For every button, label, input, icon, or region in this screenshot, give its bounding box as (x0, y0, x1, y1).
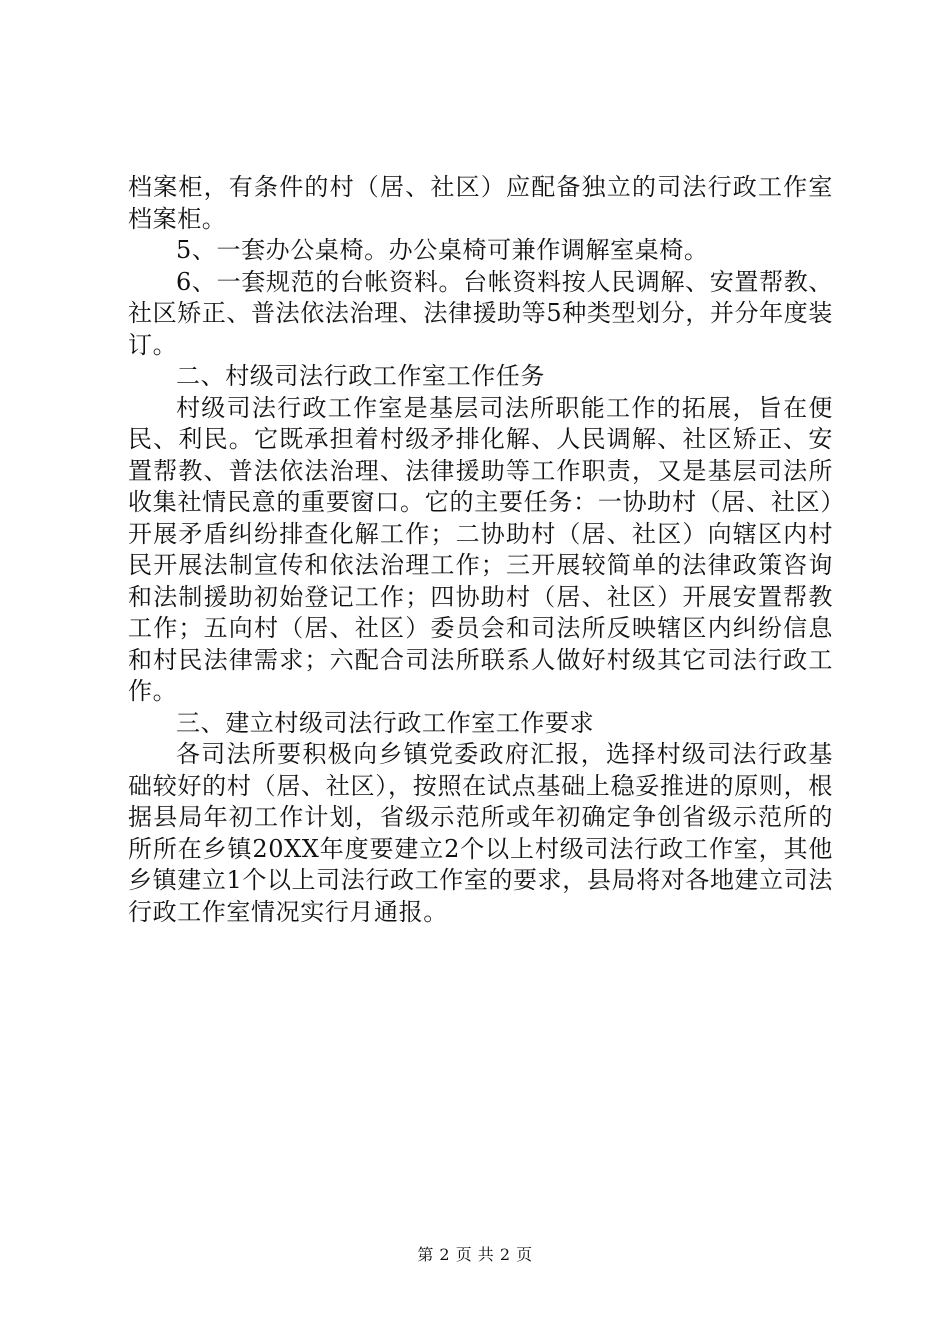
document-body (128, 172, 833, 928)
section-heading-2: 二、村级司法行政工作室工作任务 (176, 362, 545, 390)
section-heading-3: 三、建立村级司法行政工作室工作要求 (176, 708, 595, 737)
paragraph-item-6: 6、一套规范的台帐资料。台帐资料按人民调解、安置帮教、社区矫正、普法依法治理、法律援助等5种类型划分，并分年度装订。 (128, 267, 833, 359)
paragraph-item-5: 5、一套办公桌椅。办公桌椅可兼作调解室桌椅。 (176, 236, 709, 264)
paragraph-requirements: 各司法所要积极向乡镇党委政府汇报，选择村级司法行政基础较好的村（居、社区），按照在试点基础上稳妥推进的原则，根据县局年初工作计划，省级示范所或年初确定争创省级示范所的所所在乡镇20XX年度要建立2个以上村级司法行政工作室，其他乡镇建立1个以上司法行政工作室的要求，县局将对各地建立司法行政工作室情况实行月通报。 (128, 740, 833, 926)
paragraph-archive-cabinet: 档案柜，有条件的村（居、社区）应配备独立的司法行政工作室档案柜。 (128, 173, 833, 233)
page-footer: 第 2 页 共 2 页 (417, 1245, 533, 1264)
paragraph-tasks: 村级司法行政工作室是基层司法所职能工作的拓展，旨在便民、利民。它既承担着村级矛排化解、人民调解、社区矫正、安置帮教、普法依法治理、法律援助等工作职责，又是基层司法所收集社情民意的重要窗口。它的主要任务：一协助村（居、社区）开展矛盾纠纷排查化解工作；二协助村（居、社区）向辖区内村民开展法制宣传和依法治理工作；三开展较简单的法律政策咨询和法制援助初始登记工作；四协助村（居、社区）开展安置帮教工作；五向村（居、社区）委员会和司法所反映辖区内纠纷信息和村民法律需求；六配合司法所联系人做好村级其它司法行政工作。 (128, 393, 833, 705)
